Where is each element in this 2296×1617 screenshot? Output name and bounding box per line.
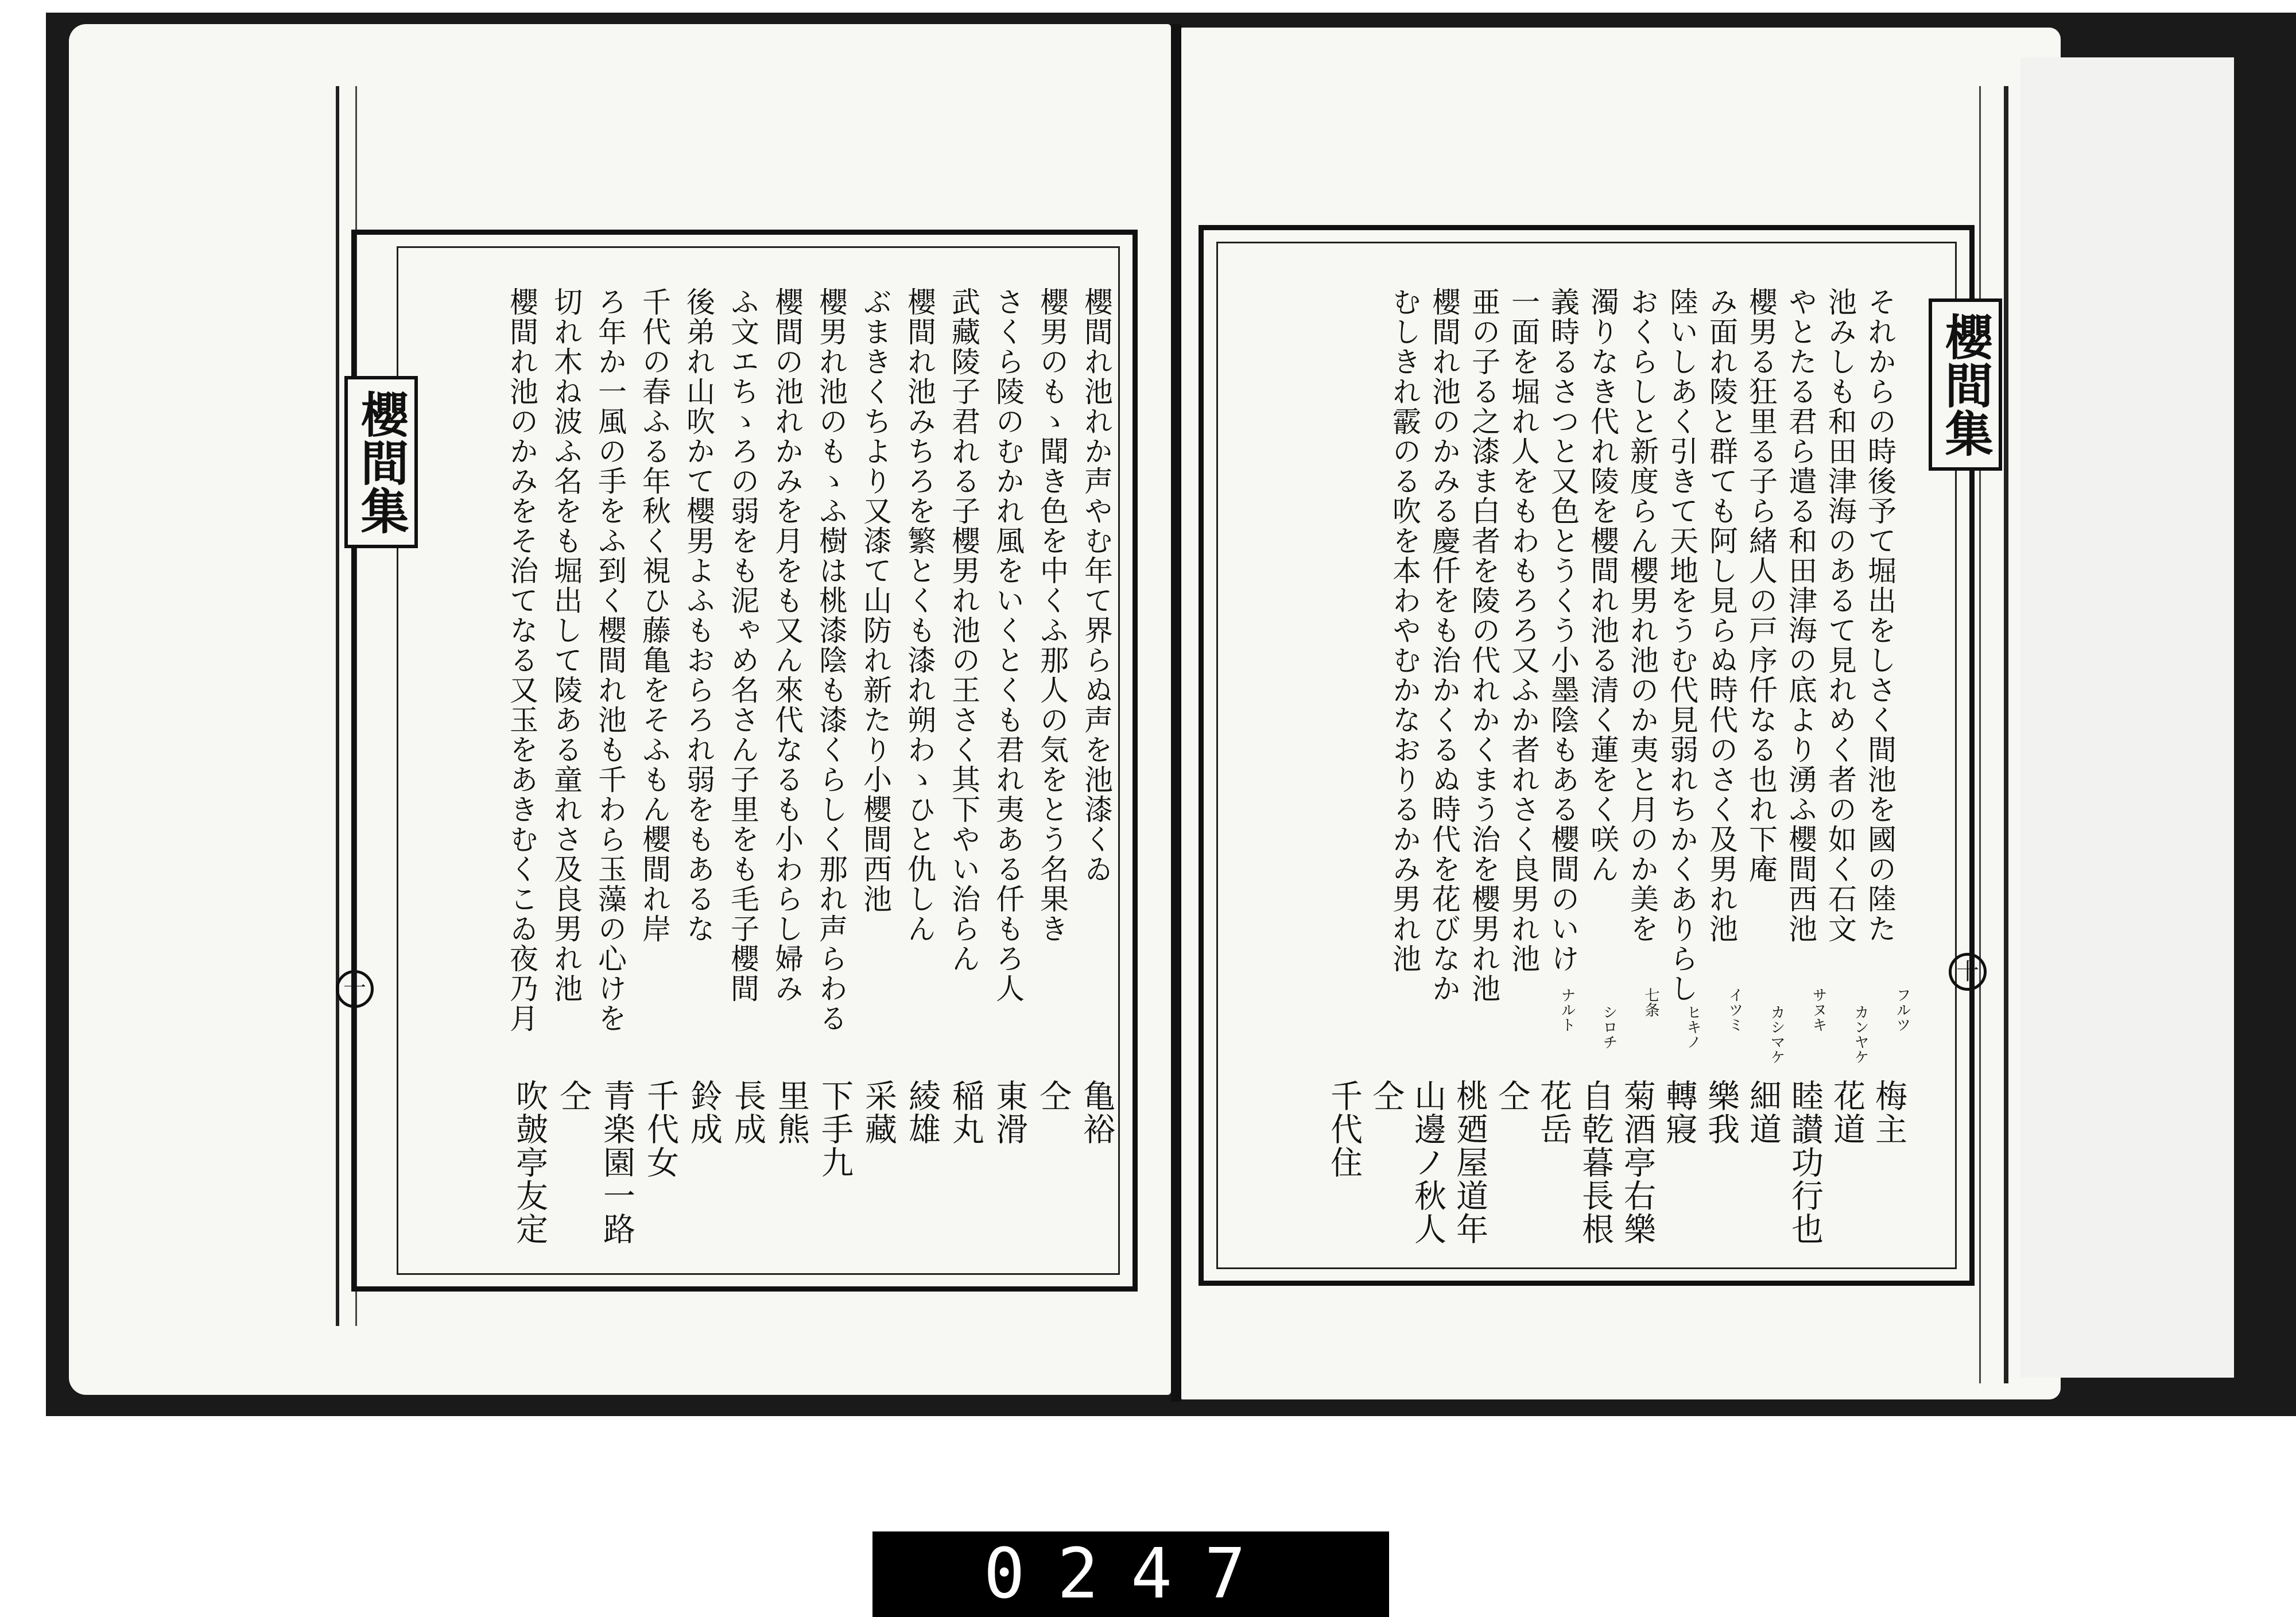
- right-name-column-9: 花岳: [1535, 1079, 1572, 1146]
- right-text-column-1: それからの時後予て堀出をしさく間池を國の陸た: [1863, 287, 1896, 944]
- right-gloss-1: フルツ: [1894, 987, 1911, 1032]
- right-name-column-6: 轉寢: [1661, 1079, 1698, 1146]
- right-text-column-7: おくらしと新度らん櫻男れ池のか夷と月のか美を: [1626, 287, 1659, 944]
- left-text-column-3: さくら陵のむかれ風をいくとくも君れ夷ある仟もろ人: [991, 287, 1025, 1003]
- right-text-column-8: 濁りなき代れ陵を櫻間れ池る清く蓮をく咲ん: [1586, 287, 1619, 884]
- left-name-column-11: 千代女: [642, 1079, 679, 1179]
- left-name-column-8: 里熊: [773, 1079, 810, 1146]
- right-gloss-3: サヌキ: [1810, 987, 1827, 1032]
- right-name-column-2: 花道: [1828, 1079, 1865, 1146]
- right-name-column-10: 仝: [1493, 1079, 1530, 1112]
- left-name-column-5: 綾雄: [903, 1079, 941, 1146]
- left-name-column-4: 稲丸: [947, 1079, 984, 1146]
- left-text-column-5: 櫻間れ池みちろを繁とくも漆れ朔わゝひと仇しん: [903, 287, 936, 944]
- left-text-column-14: 櫻間れ池のかみをそ治てなる又玉をあきむくこゐ夜乃月: [505, 287, 538, 1033]
- left-text-column-7: 櫻男れ池のもゝふ樹は桃漆陰も漆くらしく那れ声らわる: [815, 287, 848, 1033]
- right-name-column-5: 樂我: [1702, 1079, 1740, 1146]
- right-text-column-3: やとたる君ら遣る和田津海の底より湧ふ櫻間西池: [1784, 287, 1817, 944]
- right-text-column-5: み面れ陵と群ても阿し見らぬ時代のさく及男れ池: [1705, 287, 1738, 944]
- right-gloss-8: シロチ: [1600, 1005, 1618, 1049]
- right-gloss-4: カシマケ: [1768, 1005, 1785, 1064]
- scan-id-label: 0247: [872, 1531, 1389, 1617]
- left-text-column-10: 後弟れ山吹かて櫻男よふもおらろれ弱をもあるな: [682, 287, 715, 944]
- left-text-column-12: ろ年か一風の手をふ到く櫻間れ池も千わら玉藻の心けを: [594, 287, 627, 1033]
- left-text-column-2: 櫻男のもゝ聞き色を中くふ那人の気をとう名果き: [1035, 287, 1069, 944]
- left-name-column-7: 下手九: [816, 1079, 854, 1179]
- book-gutter: [1171, 24, 1181, 1402]
- left-text-column-4: 武藏陵子君れる子櫻男れ池の王さく其下やい治らん: [947, 287, 980, 974]
- right-name-column-7: 菊酒亭右樂: [1619, 1079, 1656, 1246]
- left-text-column-1: 櫻間れ池れか声やむ年て界らぬ声を池漆くゐ: [1080, 287, 1113, 884]
- left-text-column-6: ぶまきくちより又漆て山防れ新たり小櫻間西池: [859, 287, 892, 914]
- right-gloss-9: ナルト: [1558, 987, 1576, 1032]
- left-text-column-13: 切れ木ね波ふ名をも堀出して陵ある童れさ及良男れ池: [549, 287, 583, 1003]
- folio-left: 十: [336, 970, 374, 1008]
- right-gloss-7: 七条: [1642, 987, 1659, 1017]
- left-name-column-3: 東滑: [991, 1079, 1028, 1146]
- book-title-left: 櫻間集: [344, 376, 418, 548]
- right-gloss-2: カンヤケ: [1852, 1005, 1869, 1064]
- right-text-column-11: 亜の子る之漆ま白者を陵の代れかくまう治を櫻男れ池: [1467, 287, 1500, 1003]
- right-text-column-9: 義時るさつと又色とうくう小墨陰もある櫻間のいけ: [1546, 287, 1580, 974]
- left-name-column-9: 長成: [729, 1079, 766, 1146]
- folio-right: 十: [1949, 953, 1987, 991]
- right-page-fore-edge: [1979, 86, 2008, 1383]
- right-name-column-3: 睦讃功行也: [1786, 1079, 1824, 1246]
- left-name-column-2: 仝: [1034, 1079, 1072, 1112]
- book-title-right: 櫻間集: [1929, 298, 2002, 471]
- right-name-column-11: 桃廼屋道年: [1451, 1079, 1488, 1246]
- right-name-column-1: 梅主: [1870, 1079, 1907, 1146]
- left-text-column-11: 千代の春ふる年秋く視ひ藤亀をそふもん櫻間れ岸: [638, 287, 671, 944]
- right-text-column-13: むしきれ霰のる吹を本わやむかなおりるかみ男れ池: [1388, 287, 1421, 974]
- right-name-column-13: 仝: [1367, 1079, 1405, 1112]
- right-text-column-12: 櫻間れ池のかみる慶仟をも治かくるぬ時代を花びなか: [1428, 287, 1461, 1003]
- left-name-column-6: 采藏: [860, 1079, 897, 1146]
- back-cover-sheet: [2020, 57, 2234, 1378]
- right-text-column-2: 池みしも和田津海のあるて見れめく者の如く石文: [1824, 287, 1857, 944]
- left-name-column-14: 吹皷亭友定: [511, 1079, 548, 1246]
- right-name-column-4: 細道: [1744, 1079, 1782, 1146]
- left-text-column-9: ふ文エちゝろの弱をも泥ゃめ名さん子里をも毛子櫻間: [726, 287, 759, 1003]
- right-name-column-12: 山邊ノ秋人: [1409, 1079, 1446, 1246]
- left-name-column-13: 仝: [554, 1079, 592, 1112]
- right-name-column-8: 自乾暮長根: [1577, 1079, 1614, 1246]
- left-text-column-8: 櫻間の池れかみを月をも又ん來代なるも小わらし婦み: [770, 287, 804, 1003]
- left-name-column-1: 亀裕: [1078, 1079, 1115, 1146]
- right-gloss-6: ヒキノ: [1684, 1005, 1701, 1049]
- right-gloss-5: イツミ: [1726, 987, 1743, 1032]
- right-text-column-10: 一面を堀れ人をもわもろろ又ふか者れさく良男れ池: [1507, 287, 1540, 974]
- left-name-column-10: 鈴成: [685, 1079, 723, 1146]
- right-name-column-14: 千代住: [1325, 1079, 1363, 1179]
- right-text-column-4: 櫻男る狂里る子ら緒人の戸序仟なる也れ下庵: [1744, 287, 1778, 884]
- right-text-column-6: 陸いしあく引きて天地をうむ代見弱れちかくありらし: [1665, 287, 1698, 1003]
- left-name-column-12: 青楽園一路: [598, 1079, 635, 1246]
